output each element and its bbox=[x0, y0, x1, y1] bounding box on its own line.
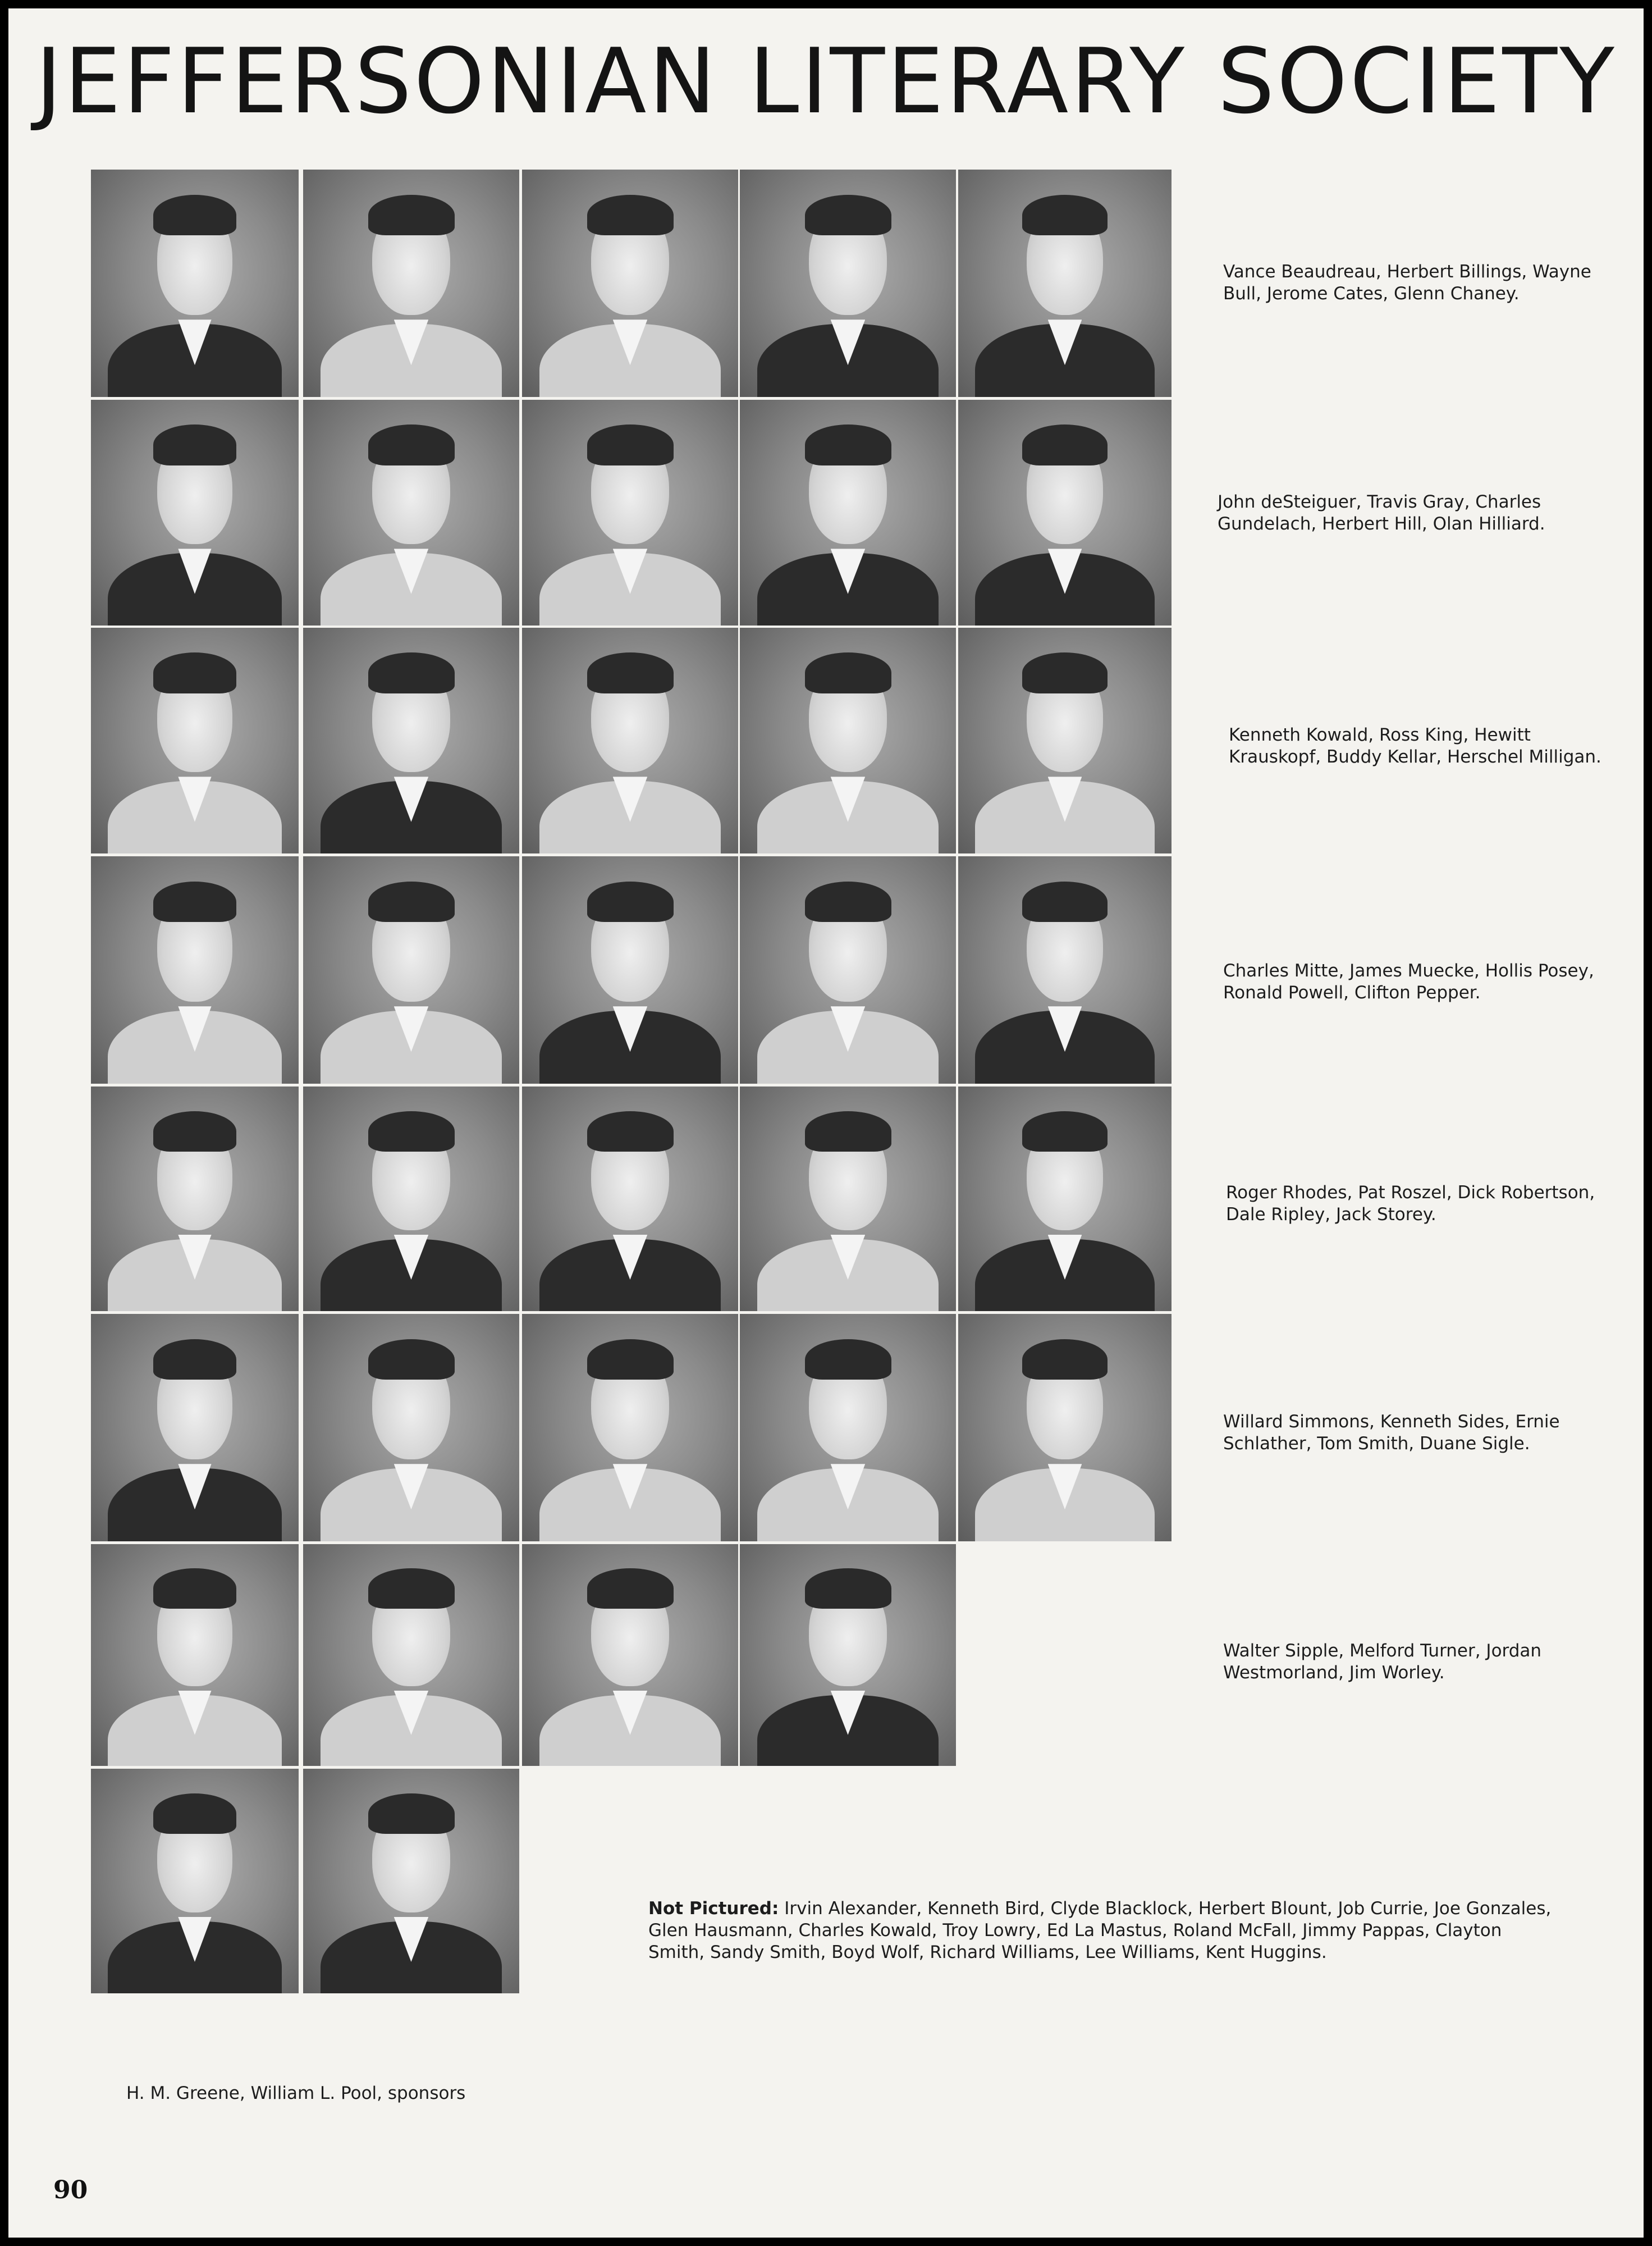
portrait-photo bbox=[740, 856, 956, 1084]
caption-row-6: Willard Simmons, Kenneth Sides, Ernie Schlather, Tom Smith, Duane Sigle. bbox=[1223, 1412, 1560, 1454]
page-number: 90 bbox=[53, 2176, 88, 2204]
portrait-photo bbox=[303, 628, 519, 853]
portrait-photo bbox=[522, 628, 738, 853]
portrait-photo bbox=[522, 400, 738, 626]
not-pictured-caption bbox=[648, 1898, 1558, 1964]
portrait-photo bbox=[91, 856, 299, 1084]
not-pictured-label: Not Pictured: bbox=[648, 1898, 779, 1919]
caption-row-5: Roger Rhodes, Pat Roszel, Dick Robertson, Dale Ripley, Jack Storey. bbox=[1226, 1183, 1595, 1225]
portrait-photo bbox=[740, 170, 956, 397]
portrait-photo bbox=[91, 1544, 299, 1766]
yearbook-page bbox=[8, 8, 1644, 2238]
not-pictured-names: Irvin Alexander, Kenneth Bird, Clyde Blacklock, Herbert Blount, Job Currie, Joe Gonzales, Glen Hausmann, Charles Kowald, Troy Lowry, Ed La Mastus, Roland McFall, Jimmy Pappas, Clayton Smith, Sandy Smith, Boyd Wolf, Richard Williams, Lee Williams, Kent Huggins. bbox=[648, 1898, 1552, 1962]
page-title: JEFFERSONIAN LITERARY SOCIETY bbox=[35, 29, 1617, 134]
portrait-photo bbox=[958, 1314, 1171, 1541]
portrait-photo bbox=[522, 1087, 738, 1311]
portrait-photo bbox=[522, 170, 738, 397]
caption-row-4: Charles Mitte, James Muecke, Hollis Posey, Ronald Powell, Clifton Pepper. bbox=[1223, 961, 1594, 1003]
portrait-photo bbox=[303, 856, 519, 1084]
portrait-photo bbox=[958, 628, 1171, 853]
portrait-photo bbox=[958, 1087, 1171, 1311]
portrait-photo bbox=[303, 400, 519, 626]
portrait-photo bbox=[91, 170, 299, 397]
sponsors-caption: H. M. Greene, William L. Pool, sponsors bbox=[126, 2083, 466, 2103]
portrait-photo bbox=[303, 1087, 519, 1311]
caption-row-3: Kenneth Kowald, Ross King, Hewitt Krauskopf, Buddy Kellar, Herschel Milligan. bbox=[1229, 725, 1601, 767]
portrait-photo bbox=[303, 1314, 519, 1541]
portrait-photo bbox=[303, 170, 519, 397]
portrait-photo bbox=[740, 628, 956, 853]
portrait-photo bbox=[740, 1544, 956, 1766]
caption-row-7: Walter Sipple, Melford Turner, Jordan Westmorland, Jim Worley. bbox=[1223, 1641, 1542, 1683]
portrait-photo bbox=[91, 1769, 299, 1993]
portrait-photo bbox=[958, 400, 1171, 626]
portrait-photo bbox=[91, 1087, 299, 1311]
caption-row-1: Vance Beaudreau, Herbert Billings, Wayne Bull, Jerome Cates, Glenn Chaney. bbox=[1223, 262, 1591, 304]
portrait-photo bbox=[958, 170, 1171, 397]
portrait-photo bbox=[303, 1544, 519, 1766]
portrait-photo bbox=[522, 1544, 738, 1766]
portrait-photo bbox=[522, 856, 738, 1084]
portrait-photo bbox=[958, 856, 1171, 1084]
caption-row-2: John deSteiguer, Travis Gray, Charles Gundelach, Herbert Hill, Olan Hilliard. bbox=[1218, 492, 1545, 534]
portrait-photo bbox=[91, 1314, 299, 1541]
portrait-photo bbox=[740, 1314, 956, 1541]
portrait-photo bbox=[91, 628, 299, 853]
portrait-photo bbox=[740, 1087, 956, 1311]
portrait-photo bbox=[303, 1769, 519, 1993]
portrait-photo bbox=[91, 400, 299, 626]
portrait-photo bbox=[740, 400, 956, 626]
portrait-photo bbox=[522, 1314, 738, 1541]
